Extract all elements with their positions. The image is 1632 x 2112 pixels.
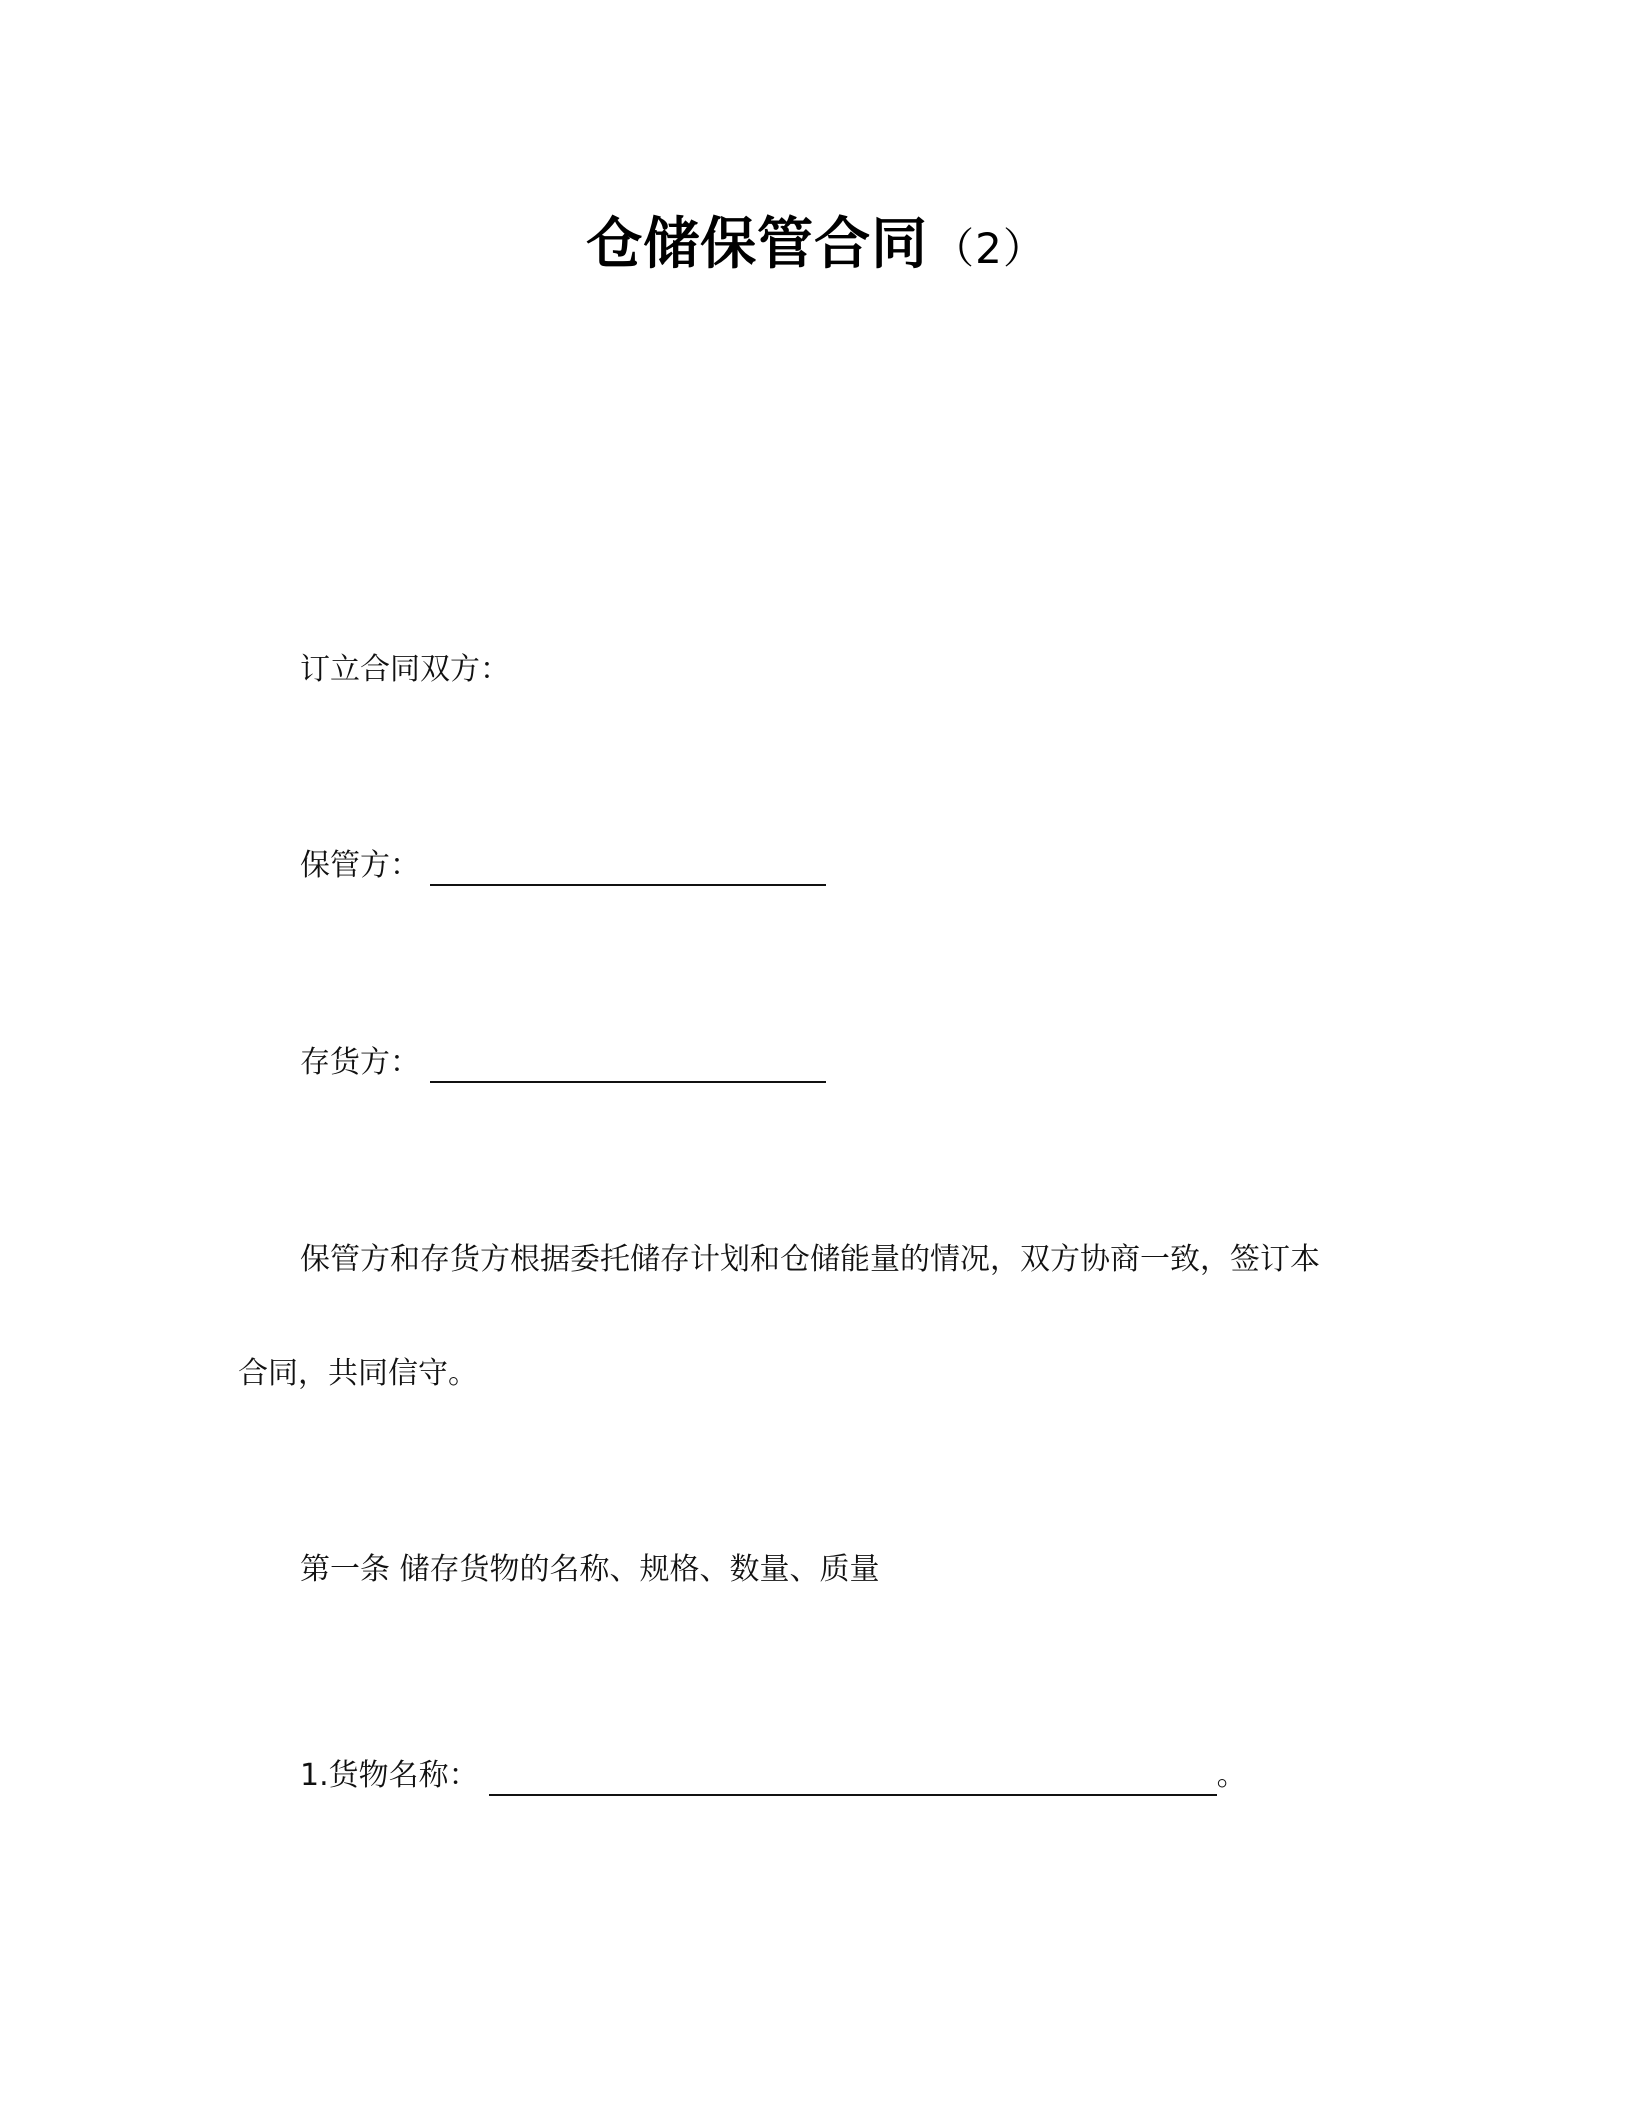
- depositor-row: [300, 1043, 826, 1083]
- item-1-end-punctuation: 。: [1216, 1758, 1247, 1793]
- depositor-label: 存货方：: [300, 1045, 420, 1080]
- document-title: [0, 200, 1632, 280]
- article-1-heading-text: 第一条 储存货物的名称、规格、数量、质量: [300, 1552, 880, 1587]
- item-1-row: [300, 1756, 1247, 1796]
- preamble-text-1: 保管方和存货方根据委托储存计划和仓储能量的情况，双方协商一致，签订本: [300, 1242, 1320, 1277]
- goods-name-blank-field[interactable]: [489, 1764, 1217, 1796]
- article-1-heading: [300, 1550, 880, 1590]
- preamble-line-1: [300, 1240, 1320, 1280]
- depositor-blank-field[interactable]: [430, 1051, 826, 1083]
- preamble-line-2: [238, 1354, 478, 1394]
- custodian-label: 保管方：: [300, 848, 420, 883]
- parties-heading-text: 订立合同双方：: [300, 652, 510, 687]
- item-1-label: 1.货物名称：: [300, 1758, 479, 1793]
- title-suffix: （2）: [932, 224, 1046, 273]
- custodian-blank-field[interactable]: [430, 854, 826, 886]
- custodian-row: [300, 846, 826, 886]
- parties-heading: [300, 650, 510, 690]
- title-text: 仓储保管合同: [586, 212, 929, 277]
- preamble-text-2: 合同，共同信守。: [238, 1356, 478, 1391]
